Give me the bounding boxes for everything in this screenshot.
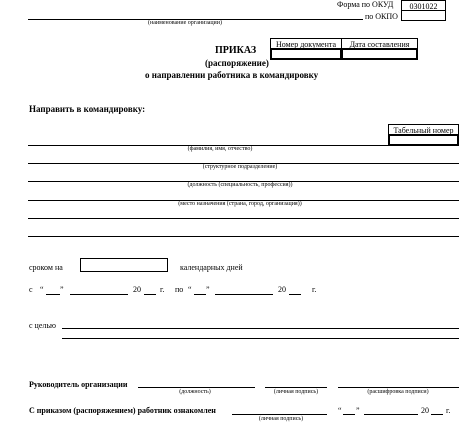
tabel-number-header: Табельный номер	[388, 124, 459, 135]
to-year-line[interactable]	[289, 294, 301, 295]
to-quote-open: “	[188, 285, 192, 294]
doc-date-header: Дата составления	[341, 38, 418, 49]
ack-year-prefix: 20	[421, 406, 429, 415]
ack-day-line[interactable]	[343, 414, 355, 415]
from-quote-close: ”	[60, 285, 64, 294]
to-quote-close: ”	[206, 285, 210, 294]
dept-caption: (структурное подразделение)	[202, 164, 278, 170]
term-label: сроком на	[29, 263, 63, 272]
okud-label: Форма по ОКУД	[337, 0, 394, 9]
destination-caption: (место назначения (страна, город, организация))	[178, 201, 302, 207]
purpose-line-1[interactable]	[62, 328, 459, 329]
from-year-prefix: 20	[133, 285, 141, 294]
acquainted-signature-line[interactable]	[232, 414, 327, 415]
from-year-line[interactable]	[144, 294, 156, 295]
to-label: по	[175, 285, 184, 294]
term-days-label: календарных дней	[180, 263, 243, 272]
head-label: Руководитель организации	[29, 380, 128, 389]
from-day-line[interactable]	[46, 294, 60, 295]
ack-year-suffix: г.	[446, 406, 451, 415]
doc-number-cell[interactable]	[270, 48, 342, 60]
ack-quote-open: “	[338, 406, 342, 415]
to-day-line[interactable]	[194, 294, 206, 295]
from-year-suffix: г.	[160, 285, 165, 294]
from-quote-open: “	[40, 285, 44, 294]
tabel-number-cell[interactable]	[388, 134, 459, 146]
to-month-line[interactable]	[215, 294, 273, 295]
head-decode-caption: (расшифровка подписи)	[367, 389, 429, 395]
fio-caption: (фамилия, имя, отчество)	[187, 146, 253, 152]
doc-date-cell[interactable]	[341, 48, 418, 60]
okud-code-cell[interactable]: 0301022	[401, 0, 446, 11]
ack-month-line[interactable]	[364, 414, 418, 415]
from-month-line[interactable]	[70, 294, 128, 295]
extra-line-1[interactable]	[28, 218, 459, 219]
from-label: с	[29, 285, 33, 294]
okpo-code-cell[interactable]	[401, 10, 446, 21]
send-label: Направить в командировку:	[29, 104, 146, 114]
head-position-caption: (должность)	[179, 389, 211, 395]
head-decode-line[interactable]	[338, 387, 459, 388]
okpo-label: по ОКПО	[365, 12, 398, 21]
to-year-suffix: г.	[312, 285, 317, 294]
ack-quote-close: ”	[356, 406, 360, 415]
ack-year-line[interactable]	[431, 414, 443, 415]
title-order: ПРИКАЗ	[215, 45, 257, 56]
head-position-line[interactable]	[138, 387, 255, 388]
title-disposition: (распоряжение)	[205, 58, 269, 68]
term-days-input[interactable]	[80, 258, 168, 272]
extra-line-2[interactable]	[28, 236, 459, 237]
doc-number-header: Номер документа	[270, 38, 342, 49]
head-signature-line[interactable]	[265, 387, 327, 388]
head-signature-caption: (личная подпись)	[273, 389, 319, 395]
title-subject: о направлении работника в командировку	[145, 70, 319, 80]
to-year-prefix: 20	[278, 285, 286, 294]
acquainted-label: С приказом (распоряжением) работник ознакомлен	[29, 406, 216, 415]
purpose-label: с целью	[29, 321, 56, 330]
org-name-caption: (наименование организации)	[148, 20, 222, 26]
acquainted-signature-caption: (личная подпись)	[258, 416, 304, 422]
purpose-line-2[interactable]	[62, 338, 459, 339]
position-caption: (должность (специальность, профессия))	[187, 182, 293, 188]
